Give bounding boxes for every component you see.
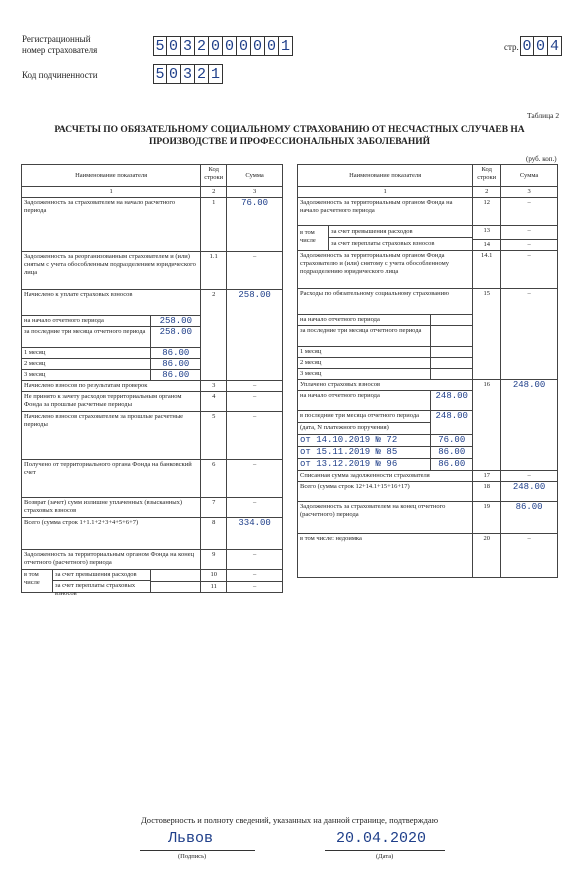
row-value: – xyxy=(227,581,283,593)
payment-order: от 14.10.2019 № 72 xyxy=(298,435,431,447)
subordination-cells xyxy=(153,64,223,86)
date-line xyxy=(325,850,445,851)
row-value: – xyxy=(227,252,283,290)
row-label: Задолженность за территориальным органом Фонда страхователю и (или) снятому с учета обособленному подразделению юридического лица xyxy=(298,251,473,289)
row-value: 258.00 xyxy=(151,316,201,327)
reg-number-label: Регистрационный номер страхователя xyxy=(22,34,98,55)
page-number-cells xyxy=(520,36,562,58)
row-code: 20 xyxy=(473,534,501,578)
row-label: на начало отчетного периода xyxy=(22,316,151,327)
digit-cell: 0 xyxy=(520,36,534,56)
row-value: – xyxy=(501,251,558,289)
row-code: 19 xyxy=(473,502,501,534)
row-code: 9 xyxy=(201,550,227,570)
row-code: 1 xyxy=(201,198,227,252)
row-value: 258.00 xyxy=(227,290,283,381)
digit-cell: 2 xyxy=(195,64,209,84)
row-value: – xyxy=(227,570,283,582)
page-label: стр. xyxy=(504,42,519,52)
row-label: 2 месяц xyxy=(298,358,431,369)
row-value: 86.00 xyxy=(151,348,201,359)
row-label: на начало отчетного периода xyxy=(298,315,431,326)
row-label: Возврат (зачет) сумм излишне уплаченных (взысканных) страховых взносов xyxy=(22,498,201,518)
page-title-line1: РАСЧЕТЫ ПО ОБЯЗАТЕЛЬНОМУ СОЦИАЛЬНОМУ СТРАХОВАНИЮ ОТ НЕСЧАСТНЫХ СЛУЧАЕВ НА xyxy=(54,125,525,135)
row-label: Задолженность за территориальным органом Фонда на начало расчетного периода xyxy=(298,198,473,226)
row-label: за счет превышения расходов xyxy=(329,226,472,238)
row-code: 1.1 xyxy=(201,252,227,290)
row-label: за счет превышения расходов xyxy=(53,570,150,581)
signature-caption: (Подпись) xyxy=(178,853,207,860)
digit-cell: 0 xyxy=(237,36,251,56)
row-code: 4 xyxy=(201,392,227,412)
digit-cell: 5 xyxy=(153,64,167,84)
row-label: Получено от территориального органа Фонда на банковский счет xyxy=(22,460,201,498)
digit-cell: 0 xyxy=(534,36,548,56)
col-header-code: Код строки xyxy=(473,165,501,187)
row-value: – xyxy=(501,534,558,578)
row-value: 86.00 xyxy=(431,459,473,471)
payment-order: от 13.12.2019 № 96 xyxy=(298,459,431,471)
col-num: 3 xyxy=(227,187,283,198)
col-header-code: Код строки xyxy=(201,165,227,187)
row-value: 334.00 xyxy=(227,518,283,550)
col-num: 3 xyxy=(501,187,558,198)
row-label: на начало отчетного периода xyxy=(298,391,431,411)
row-label: 3 месяц xyxy=(298,369,431,380)
row-label: Задолженность за страхователем на конец отчетного (расчетного) периода xyxy=(298,502,473,534)
row-value: 248.00 xyxy=(501,482,558,502)
row-code: 14 xyxy=(473,239,501,250)
col-num: 1 xyxy=(22,187,201,198)
row-value: – xyxy=(501,239,558,250)
row-label: в том числе: недоимка xyxy=(298,534,473,578)
row-label: 3 месяц xyxy=(22,370,151,381)
col-header-sum: Сумма xyxy=(227,165,283,187)
digit-cell: 1 xyxy=(209,64,223,84)
row-label: 1 месяц xyxy=(22,348,151,359)
col-num: 1 xyxy=(298,187,473,198)
row-label: (дата, N платежного поручения) xyxy=(298,423,431,435)
row-label: Не принято к зачету расходов территориальным органом Фонда за прошлые расчетные периоды xyxy=(22,392,201,412)
digit-cell: 0 xyxy=(167,64,181,84)
row-label: за последние три месяца отчетного периода xyxy=(22,327,151,348)
row-value: 76.00 xyxy=(227,198,283,252)
row-value: – xyxy=(227,498,283,518)
row-label: Задолженность за реорганизованным страхователем и (или) снятым с учета обособленным подразделением юридического лица xyxy=(22,252,201,290)
row-label: Начислено взносов по результатам проверок xyxy=(22,381,201,392)
row-value: 248.00 xyxy=(501,380,558,471)
row-value: 248.00 xyxy=(431,411,473,435)
payment-order: от 15.11.2019 № 85 xyxy=(298,447,431,459)
row-label: за счет переплаты страховых взносов xyxy=(331,240,435,247)
col-num: 2 xyxy=(201,187,227,198)
row-code: 6 xyxy=(201,460,227,498)
digit-cell: 3 xyxy=(181,36,195,56)
in-total-label: в том числе xyxy=(298,226,329,250)
digit-cell: 3 xyxy=(181,64,195,84)
signature-line xyxy=(140,850,255,851)
certification-statement: Достоверность и полноту сведений, указанных на данной странице, подтверждаю xyxy=(140,815,439,825)
row-label: 1 месяц xyxy=(298,347,431,358)
digit-cell: 0 xyxy=(265,36,279,56)
date-caption: (Дата) xyxy=(376,853,394,860)
row-code: 11 xyxy=(201,581,227,593)
row-code: 16 xyxy=(473,380,501,471)
row-code: 8 xyxy=(201,518,227,550)
digit-cell: 4 xyxy=(548,36,562,56)
row-code: 7 xyxy=(201,498,227,518)
digit-cell: 5 xyxy=(153,36,167,56)
unit-label: (руб. коп.) xyxy=(526,155,557,163)
digit-cell: 2 xyxy=(195,36,209,56)
row-label: за последние три месяца отчетного периода xyxy=(298,326,431,347)
row-value: – xyxy=(501,198,558,226)
row-label: Начислено к уплате страховых взносов xyxy=(22,290,201,316)
row-value: 86.00 xyxy=(431,447,473,459)
row-value: – xyxy=(227,550,283,570)
reg-number-cells xyxy=(153,36,293,58)
row-value: – xyxy=(501,289,558,380)
col-num: 2 xyxy=(473,187,501,198)
row-value: 86.00 xyxy=(501,502,558,534)
row-label: Уплачено страховых взносов xyxy=(298,380,473,391)
row-value: 86.00 xyxy=(151,370,201,381)
digit-cell: 0 xyxy=(251,36,265,56)
row-value: 76.00 xyxy=(431,435,473,447)
row-value: – xyxy=(227,412,283,460)
row-value: 258.00 xyxy=(151,327,201,348)
table-caption: Таблица 2 xyxy=(527,111,560,120)
row-code: 15 xyxy=(473,289,501,380)
digit-cell: 0 xyxy=(167,36,181,56)
row-code: 5 xyxy=(201,412,227,460)
row-code: 3 xyxy=(201,381,227,392)
row-value: 248.00 xyxy=(431,391,473,411)
in-total-label: в том числе xyxy=(22,570,53,592)
row-label: Всего (сумма строк 1+1.1+2+3+4+5+6+7) xyxy=(22,518,201,550)
row-label: за счет переплаты страховых взносов xyxy=(55,582,136,597)
digit-cell: 1 xyxy=(279,36,293,56)
row-code: 17 xyxy=(473,471,501,482)
row-code: 10 xyxy=(201,570,227,582)
row-label: Списанная сумма задолженности страхователя xyxy=(298,471,473,482)
row-code: 14.1 xyxy=(473,251,501,289)
col-header-name: Наименование показателя xyxy=(298,165,473,187)
col-header-sum: Сумма xyxy=(501,165,558,187)
left-table xyxy=(21,164,283,597)
row-value: – xyxy=(227,381,283,392)
row-value: – xyxy=(501,471,558,482)
digit-cell: 0 xyxy=(223,36,237,56)
signature: Львов xyxy=(168,830,214,847)
row-value: – xyxy=(227,392,283,412)
signature-date: 20.04.2020 xyxy=(336,830,427,847)
row-code: 2 xyxy=(201,290,227,381)
row-label: Задолженность за территориальным органом Фонда на конец отчетного (расчетного) периода xyxy=(22,550,201,570)
row-value: – xyxy=(501,226,558,240)
row-label: Начислено взносов страхователем за прошлые расчетные периоды xyxy=(22,412,201,460)
row-label: Расходы по обязательному социальному страхованию xyxy=(298,289,473,315)
row-code: 12 xyxy=(473,198,501,226)
row-code: 13 xyxy=(473,226,501,240)
row-label: Задолженность за страхователем на начало расчетного периода xyxy=(22,198,201,252)
col-header-name: Наименование показателя xyxy=(22,165,201,187)
page-title-line2: ПРОИЗВОДСТВЕ И ПРОФЕССИОНАЛЬНЫХ ЗАБОЛЕВАНИЙ xyxy=(148,137,431,147)
row-label: 2 месяц xyxy=(22,359,151,370)
row-value: – xyxy=(227,460,283,498)
right-table xyxy=(297,164,558,578)
row-label: в последние три месяца отчетного периода xyxy=(298,411,431,423)
subordination-label: Код подчиненности xyxy=(22,70,98,80)
row-code: 18 xyxy=(473,482,501,502)
row-label: Всего (сумма строк 12+14.1+15+16+17) xyxy=(298,482,473,502)
digit-cell: 0 xyxy=(209,36,223,56)
row-value: 86.00 xyxy=(151,359,201,370)
